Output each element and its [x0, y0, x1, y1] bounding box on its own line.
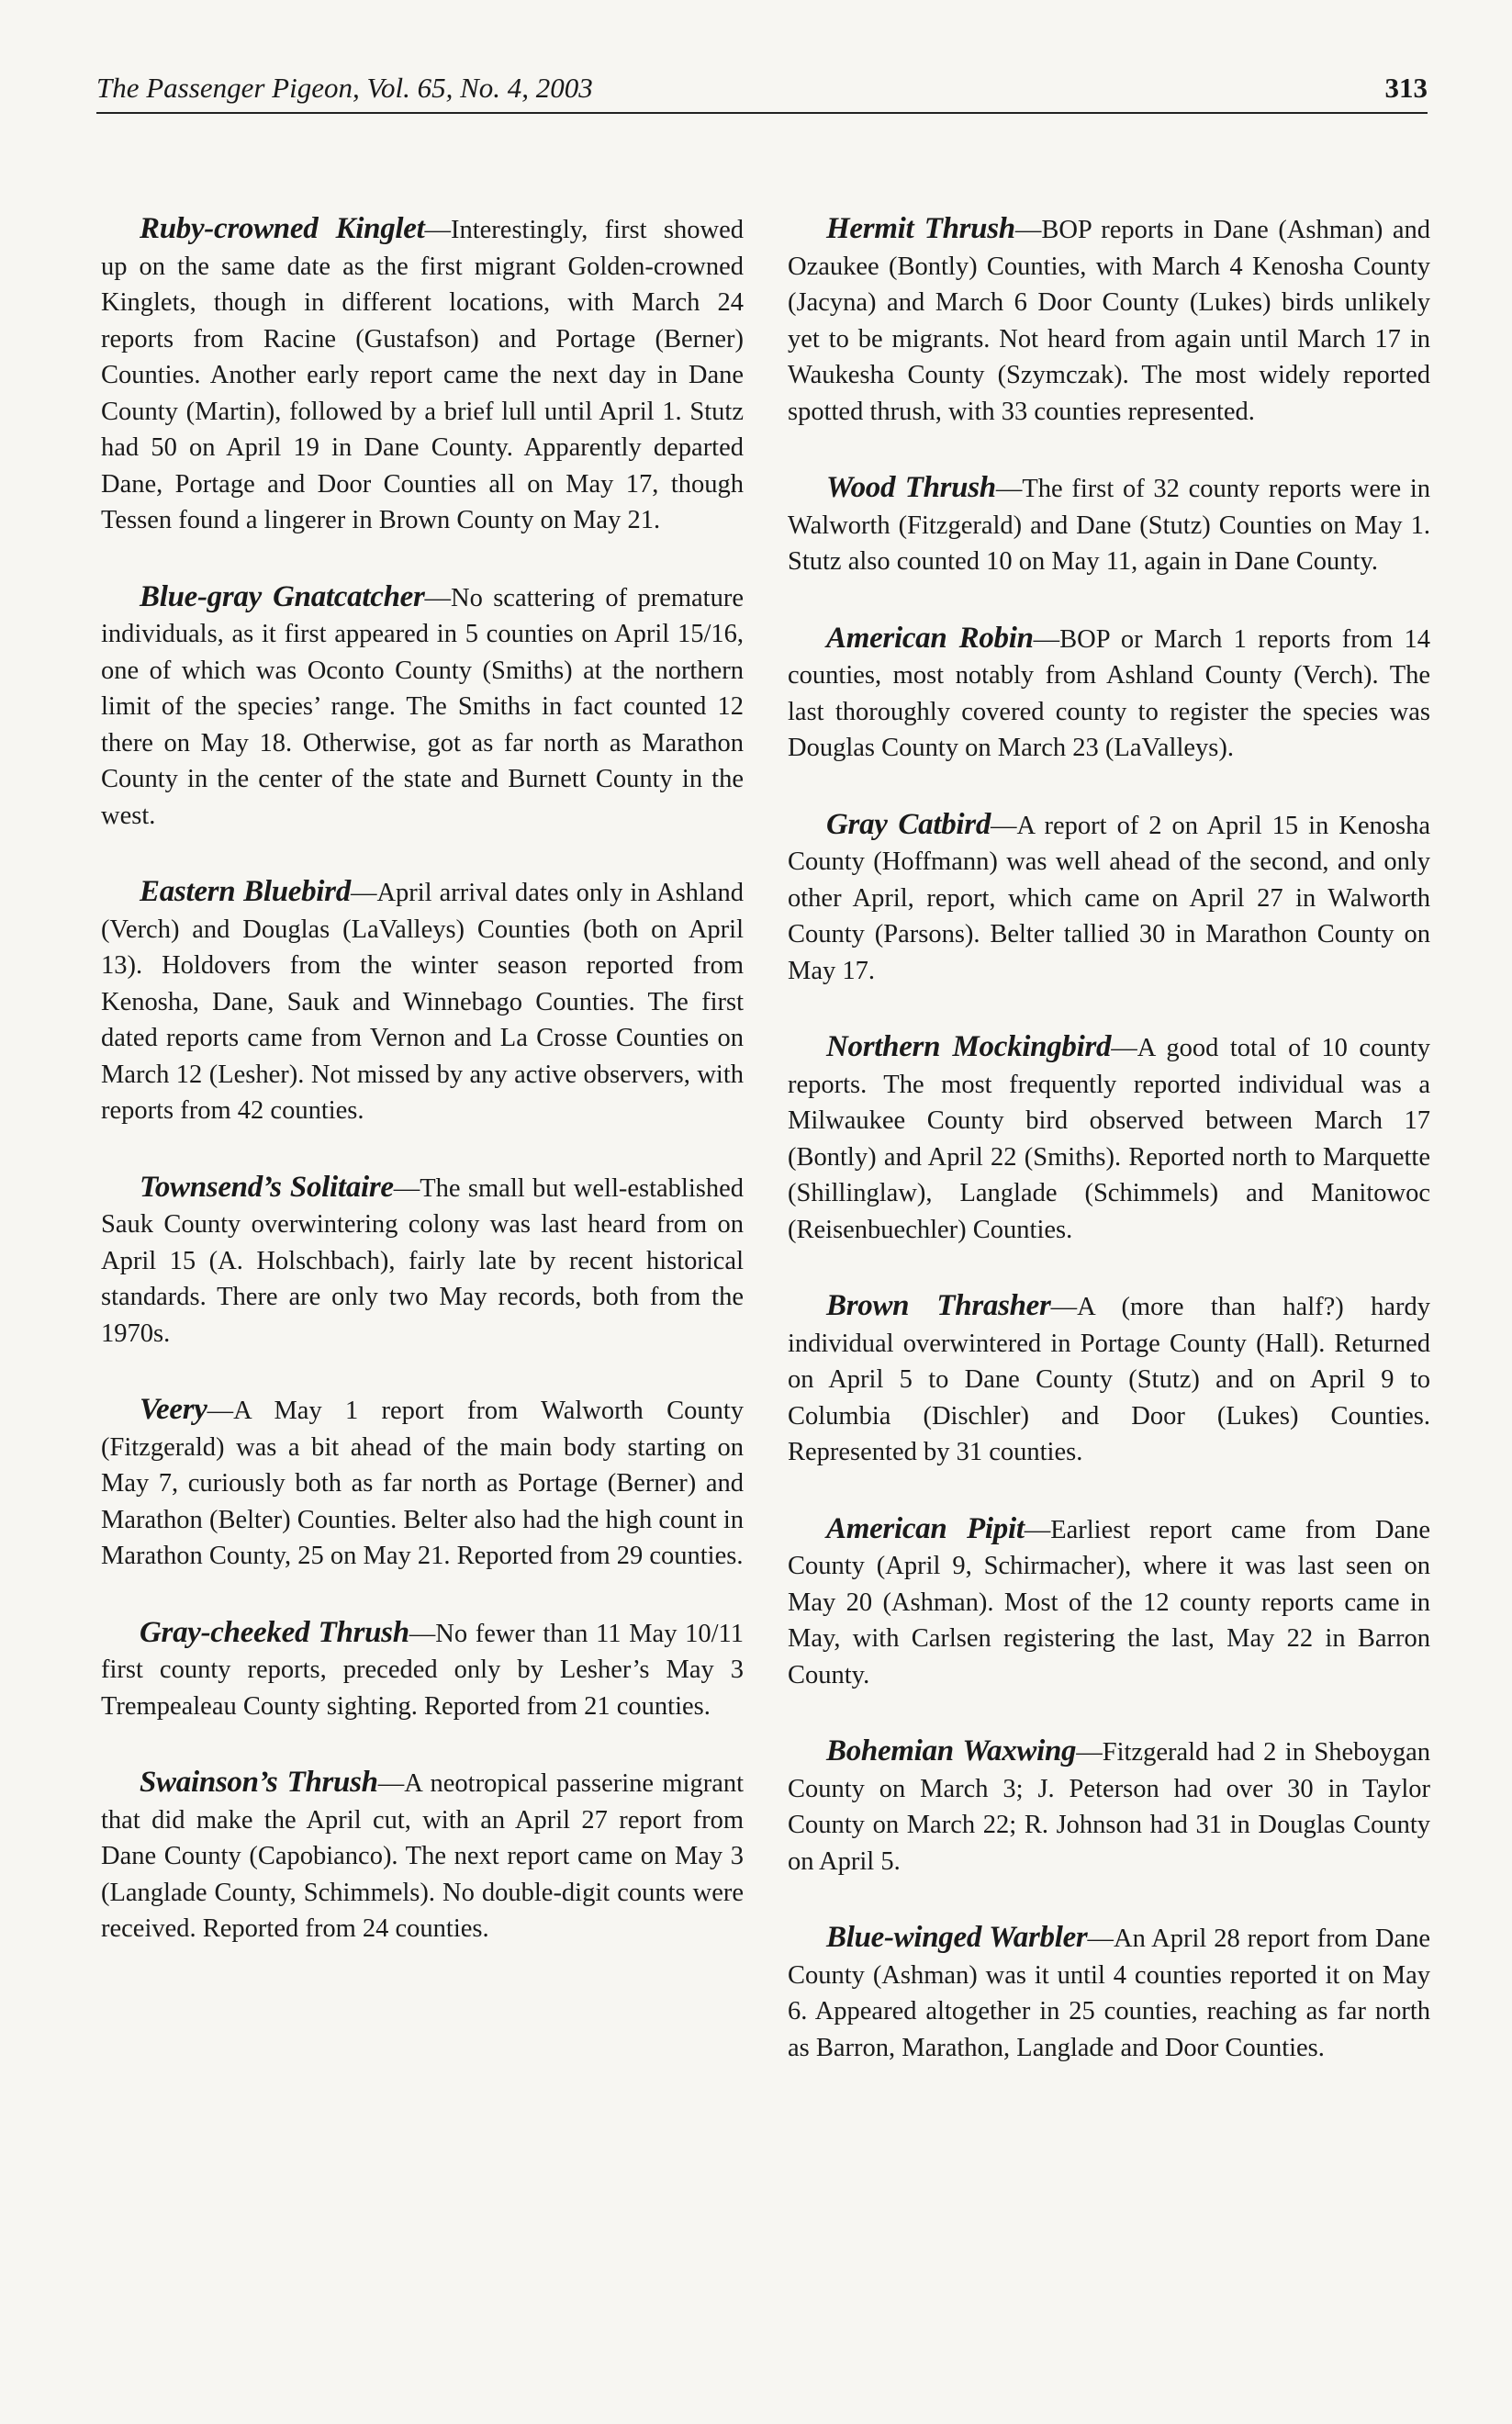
em-dash: —: [409, 1619, 436, 1648]
em-dash: —: [991, 811, 1017, 840]
species-entry: [101, 874, 744, 1129]
species-entry: [101, 1170, 744, 1352]
em-dash: —: [350, 879, 377, 907]
species-name: Gray Catbird: [826, 807, 991, 841]
journal-citation: The Passenger Pigeon, Vol. 65, No. 4, 2003: [96, 72, 593, 104]
entry-text: Interestingly, first showed up on the same date as the first migrant Golden-crowned Kinglets, though in different locations, with March 24 reports from Racine (Gustafson) and Portage (Berner) Counties. Another early report came the next day in Dane County (Martin), followed by a brief lull until April 1. Stutz had 50 on April 19 in Dane County. Apparently departed Dane, Portage and Door Counties all on May 17, though Tessen found a lingerer in Brown County on May 21.: [101, 216, 744, 534]
species-entry: [101, 1765, 744, 1947]
species-entry: [101, 1392, 744, 1575]
species-entry: [788, 807, 1430, 990]
entry-text: A May 1 report from Walworth County (Fitzgerald) was a bit ahead of the main body starting on May 7, curiously both as far north as Portage (Berner) and Marathon (Belter) Counties. Belter also had the high count in Marathon County, 25 on May 21. Reported from 29 counties.: [101, 1397, 744, 1570]
entry-text: No scattering of premature individuals, as it first appeared in 5 counties on April 15/16, one of which was Oconto County (Smiths) at the northern limit of the species’ range. The Smiths in fact counted 12 there on May 18. Otherwise, got as far north as Marathon County in the center of the state and Burnett County in the west.: [101, 583, 744, 830]
entry-text: Fitzgerald had 2 in Sheboygan County on March 3; J. Peterson had over 30 in Taylor County on March 22; R. Johnson had 31 in Douglas County on April 5.: [788, 1738, 1430, 1876]
entry-text: A (more than half?) hardy individual overwintered in Portage County (Hall). Returned on April 5 to Dane County (Stutz) and on April 9 to Columbia (Dischler) and Door (Lukes) Counties. Represented by 31 counties.: [788, 1293, 1431, 1466]
em-dash: —: [1014, 216, 1042, 244]
species-name: American Robin: [826, 621, 1034, 655]
species-name: Townsend’s Solitaire: [140, 1170, 394, 1204]
species-name: Blue-gray Gnatcatcher: [140, 579, 425, 613]
species-name: Swainson’s Thrush: [140, 1766, 378, 1799]
right-column: [788, 211, 1430, 2106]
species-name: Veery: [140, 1393, 207, 1426]
species-entry: [788, 1029, 1430, 1248]
em-dash: —: [1087, 1925, 1114, 1953]
species-name: Brown Thrasher: [826, 1289, 1051, 1322]
entry-text: A good total of 10 county reports. The most frequently reported individual was a Milwaukee County bird observed between March 17 (Bontly) and April 22 (Smiths). Reported north to Marquette (Shillinglaw), Langlade (Schimmels) and Manitowoc (Reisenbuechler) Counties.: [788, 1034, 1430, 1244]
species-name: Eastern Bluebird: [140, 875, 351, 908]
entry-text: BOP or March 1 reports from 14 counties, most notably from Ashland County (Verch). The last thoroughly covered county to register the species was Douglas County on March 23 (LaValleys).: [788, 624, 1430, 762]
em-dash: —: [1033, 624, 1060, 654]
species-entry: [101, 1615, 744, 1725]
page-number: 313: [1384, 72, 1428, 104]
entry-text: A neotropical passerine migrant that did make the April cut, with an April 27 report from Dane County (Capobianco). The next report came on May 3 (Langlade County, Schimmels). No double-digit counts were received. Reported from 24 counties.: [101, 1769, 745, 1943]
em-dash: —: [207, 1397, 234, 1425]
species-entry: [788, 1288, 1430, 1471]
species-name: Blue-winged Warbler: [826, 1921, 1088, 1954]
species-name: Wood Thrush: [826, 471, 996, 504]
running-header: [96, 72, 1428, 114]
em-dash: —: [424, 583, 452, 612]
entry-text: An April 28 report from Dane County (Ashman) was it until 4 counties reported it on May 6. Appeared altogether in 25 counties, reaching as far north as Barron, Marathon, Langlade and Door Counties.: [788, 1925, 1431, 2062]
species-entry: [788, 621, 1430, 767]
species-entry: [788, 470, 1430, 580]
species-entry: [101, 211, 744, 539]
species-entry: [101, 579, 744, 835]
species-name: Northern Mockingbird: [826, 1030, 1112, 1063]
entry-text: The first of 32 county reports were in Walworth (Fitzgerald) and Dane (Stutz) Counties on May 1. Stutz also counted 10 on May 11, again in Dane County.: [788, 475, 1430, 576]
em-dash: —: [1024, 1515, 1051, 1544]
species-entry: [788, 1920, 1430, 2066]
em-dash: —: [393, 1173, 420, 1203]
species-entry: [788, 1734, 1430, 1880]
entry-text: BOP reports in Dane (Ashman) and Ozaukee (Bontly) Counties, with March 4 Kenosha County (Jacyna) and March 6 Door County (Lukes) birds unlikely yet to be migrants. Not heard from again until March 17 in Waukesha County (Szymczak). The most widely reported spotted thrush, with 33 counties represented.: [788, 216, 1430, 426]
entry-text: Earliest report came from Dane County (April 9, Schirmacher), where it was last seen on May 20 (Ashman). Most of the 12 county reports came in May, with Carlsen registering the last, May 22 in Barron County.: [788, 1515, 1430, 1689]
em-dash: —: [1111, 1034, 1137, 1062]
species-name: American Pipit: [826, 1511, 1025, 1545]
species-name: Gray-cheeked Thrush: [140, 1615, 409, 1649]
left-column: [101, 211, 744, 1988]
species-name: Bohemian Waxwing: [826, 1734, 1077, 1768]
entry-text: April arrival dates only in Ashland (Verch) and Douglas (LaValleys) Counties (both on April 13). Holdovers from the winter season reported from Kenosha, Dane, Sauk and Winnebago Counties. The first dated reports came from Vernon and La Crosse Counties on March 12 (Lesher). Not missed by any active observers, with reports from 42 counties.: [101, 879, 744, 1125]
entry-text: A report of 2 on April 15 in Kenosha County (Hoffmann) was well ahead of the second, and only other April, report, which came on April 27 in Walworth County (Parsons). Belter tallied 30 in Marathon County on May 17.: [788, 811, 1430, 985]
em-dash: —: [995, 475, 1023, 503]
species-name: Hermit Thrush: [826, 212, 1015, 245]
em-dash: —: [424, 216, 451, 244]
species-entry: [788, 211, 1430, 430]
entry-text: The small but well-established Sauk County overwintering colony was last heard from on April 15 (A. Holschbach), fairly late by recent historical standards. There are only two May records, both from the 1970s.: [101, 1173, 745, 1348]
species-name: Ruby-crowned Kinglet: [140, 212, 425, 245]
entry-text: No fewer than 11 May 10/11 first county reports, preceded only by Lesher’s May 3 Trempealeau County sighting. Reported from 21 counties.: [101, 1619, 744, 1721]
em-dash: —: [1050, 1293, 1078, 1321]
species-entry: [788, 1511, 1430, 1694]
em-dash: —: [377, 1769, 405, 1798]
em-dash: —: [1076, 1738, 1103, 1767]
